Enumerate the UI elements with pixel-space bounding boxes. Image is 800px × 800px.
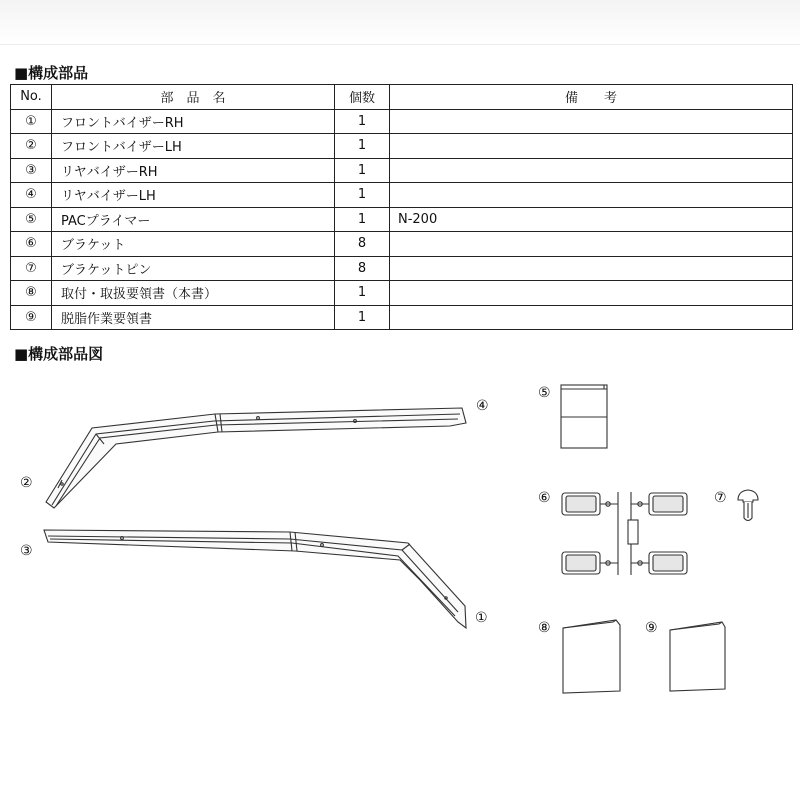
table-row xyxy=(11,207,793,232)
row-part-name: 脱脂作業要領書 xyxy=(52,305,335,330)
row-quantity: 1 xyxy=(335,134,390,159)
row-no: ③ xyxy=(11,158,52,183)
row-no: ⑨ xyxy=(11,305,52,330)
header-no: No. xyxy=(11,85,52,110)
row-note xyxy=(390,305,793,330)
row-note xyxy=(390,109,793,134)
header-notes: 備 考 xyxy=(390,85,793,110)
table-row xyxy=(11,232,793,257)
row-part-name: リヤバイザーLH xyxy=(52,183,335,208)
table-row xyxy=(11,134,793,159)
row-no: ④ xyxy=(11,183,52,208)
table-row xyxy=(11,305,793,330)
row-note xyxy=(390,183,793,208)
row-part-name: 取付・取扱要領書（本書） xyxy=(52,281,335,306)
row-part-name: ブラケット xyxy=(52,232,335,257)
row-quantity: 1 xyxy=(335,281,390,306)
callout-9: ⑨ xyxy=(645,620,658,636)
callout-5: ⑤ xyxy=(538,385,551,401)
callout-2: ② xyxy=(20,475,33,491)
parts-heading: ■構成部品 xyxy=(14,64,89,82)
row-quantity: 1 xyxy=(335,305,390,330)
row-note: N-200 xyxy=(390,207,793,232)
row-no: ⑤ xyxy=(11,207,52,232)
row-quantity: 8 xyxy=(335,256,390,281)
table-row xyxy=(11,109,793,134)
callout-8: ⑧ xyxy=(538,620,551,636)
table-row xyxy=(11,183,793,208)
row-quantity: 1 xyxy=(335,183,390,208)
diagram-heading: ■構成部品図 xyxy=(14,345,104,363)
callout-1: ① xyxy=(475,610,488,626)
front-visor-lh-and-rear-visor-lh-drawing xyxy=(46,408,466,508)
row-note xyxy=(390,232,793,257)
bracket-pin-drawing xyxy=(738,490,758,521)
header-part-name: 部 品 名 xyxy=(52,85,335,110)
row-part-name: フロントバイザーLH xyxy=(52,134,335,159)
row-no: ⑦ xyxy=(11,256,52,281)
table-row xyxy=(11,256,793,281)
row-quantity: 1 xyxy=(335,158,390,183)
row-no: ① xyxy=(11,109,52,134)
installation-manual-drawing xyxy=(563,620,620,693)
table-row xyxy=(11,158,793,183)
row-part-name: フロントバイザーRH xyxy=(52,109,335,134)
bracket-drawing xyxy=(562,492,687,575)
degreasing-manual-drawing xyxy=(670,622,725,691)
row-no: ⑧ xyxy=(11,281,52,306)
row-no: ② xyxy=(11,134,52,159)
row-part-name: ブラケットピン xyxy=(52,256,335,281)
row-no: ⑥ xyxy=(11,232,52,257)
row-part-name: PACプライマー xyxy=(52,207,335,232)
parts-diagram xyxy=(0,360,800,720)
row-quantity: 1 xyxy=(335,207,390,232)
callout-7: ⑦ xyxy=(714,490,727,506)
row-note xyxy=(390,158,793,183)
row-note xyxy=(390,281,793,306)
callout-4: ④ xyxy=(476,398,489,414)
table-row xyxy=(11,281,793,306)
table-header-row xyxy=(11,85,793,110)
callout-3: ③ xyxy=(20,543,33,559)
parts-table xyxy=(10,84,793,330)
callout-6: ⑥ xyxy=(538,490,551,506)
header-quantity: 個数 xyxy=(335,85,390,110)
row-note xyxy=(390,134,793,159)
row-part-name: リヤバイザーRH xyxy=(52,158,335,183)
primer-pack-drawing xyxy=(561,385,607,448)
rear-visor-rh-and-front-visor-rh-drawing xyxy=(44,530,466,628)
row-quantity: 1 xyxy=(335,109,390,134)
row-quantity: 8 xyxy=(335,232,390,257)
row-note xyxy=(390,256,793,281)
page-top-band xyxy=(0,0,800,45)
